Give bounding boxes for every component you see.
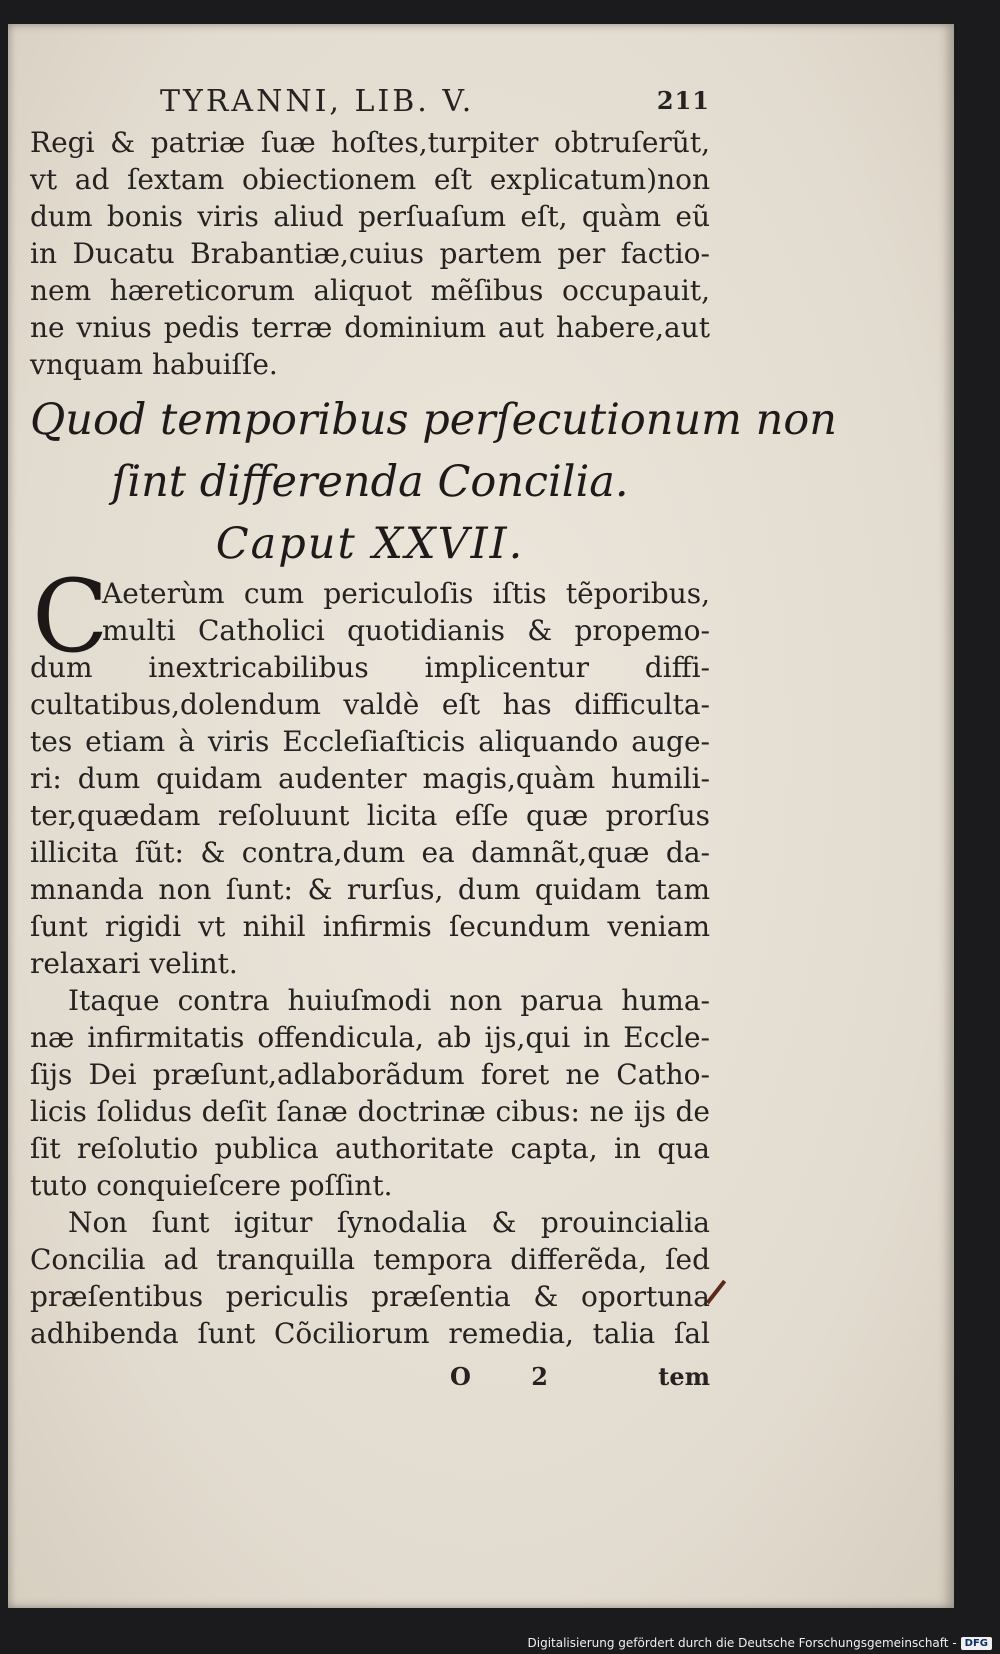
page-header: [30, 84, 710, 124]
text-line: Itaque contra huiuſmodi non parua huma-: [68, 984, 710, 1017]
heading-line: Quod temporibus perſecutionum non: [30, 395, 837, 445]
text-line: licis ſolidus deſit ſanæ doctrinæ cibus: ne ijs de: [30, 1095, 710, 1128]
paragraph-3: [30, 1204, 710, 1352]
text-line: tes etiam à viris Eccleſiaſticis aliquando auge-: [30, 725, 710, 758]
text-line: ri: dum quidam audenter magis,quàm humili-: [30, 762, 710, 795]
text-line: multi Catholici quotidianis & propemo-: [102, 614, 710, 647]
digitization-credit: [528, 1636, 993, 1650]
dfg-logo: DFG: [961, 1637, 992, 1650]
text-line: præſentibus periculis præſentia & oportuna: [30, 1280, 710, 1313]
text-line: cultatibus,dolendum valdè eſt has difficulta-: [30, 688, 710, 721]
signature-mark: O 2: [450, 1362, 574, 1391]
text-line: in Ducatu Brabantiæ,cuius partem per factio-: [30, 237, 710, 270]
text-line: nem hæreticorum aliquot mẽſibus occupauit,: [30, 274, 710, 307]
text-line: tuto conquieſcere poſſint.: [30, 1169, 393, 1202]
paragraph-1: [30, 558, 710, 982]
text-line: relaxari velint.: [30, 947, 238, 980]
text-line: ſijs Dei præſunt,adlaborãdum foret ne Catho-: [30, 1058, 710, 1091]
text-line: Regi & patriæ ſuæ hoſtes,turpiter obtruſerũt,: [30, 126, 710, 159]
running-title: TYRANNI, LIB. V.: [160, 84, 475, 119]
page-number: 211: [656, 86, 710, 115]
text-line: vt ad ſextam obiectionem eſt explicatum)non: [30, 163, 710, 196]
text-line: Aeterùm cum periculoſis iſtis tẽporibus,: [102, 577, 710, 610]
chapter-number: Caput XXVII.: [215, 519, 525, 569]
credit-text: Digitalisierung gefördert durch die Deutsche Forschungsgemeinschaft -: [527, 1636, 957, 1650]
text-line: mnanda non ſunt: & rurſus, dum quidam tam: [30, 873, 710, 906]
text-line: næ infirmitatis offendicula, ab ijs,qui in Eccle-: [30, 1021, 710, 1054]
heading-line: ſint differenda Concilia.: [111, 457, 629, 507]
text-line: ne vnius pedis terræ dominium aut habere,aut: [30, 311, 710, 344]
text-line: ſit reſolutio publica authoritate capta, in qua: [30, 1132, 710, 1165]
text-line: Concilia ad tranquilla tempora differẽda, ſed: [30, 1243, 710, 1276]
text-line: adhibenda ſunt Cõciliorum remedia, talia ſal: [30, 1317, 710, 1350]
text-line: ſunt rigidi vt nihil infirmis ſecundum veniam: [30, 910, 710, 943]
paragraph-2: [30, 982, 710, 1204]
catchword: tem: [658, 1362, 710, 1391]
opening-text: [30, 124, 710, 383]
text-line: Non ſunt igitur ſynodalia & prouincialia: [68, 1206, 710, 1239]
text-block: [30, 84, 837, 1398]
page-footer: [30, 1358, 710, 1398]
chapter-heading: [30, 389, 837, 575]
drop-cap: C: [32, 558, 109, 675]
text-line: ter,quædam reſoluunt licita eſſe quæ prorſus: [30, 799, 710, 832]
text-line: illicita ſũt: & contra,dum ea damnãt,quæ da-: [30, 836, 710, 869]
text-line: dum inextricabilibus implicentur diffi-: [30, 651, 710, 684]
text-line: vnquam habuiſſe.: [30, 348, 278, 381]
book-page: [8, 24, 954, 1608]
text-line: dum bonis viris aliud perſuaſum eſt, quàm eũ: [30, 200, 710, 233]
